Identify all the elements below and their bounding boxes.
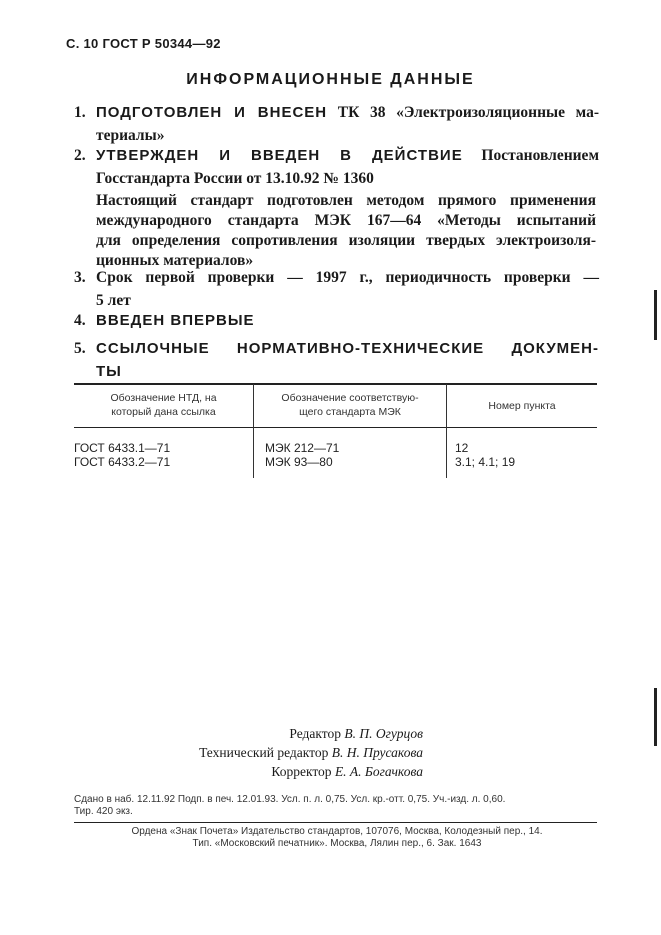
paragraph-line: ционных материалов»	[96, 252, 254, 269]
editor-name: В. П. Огурцов	[344, 726, 423, 741]
header-line: Обозначение НТД, на	[110, 392, 217, 404]
table-cell-iec: МЭК 93—80	[265, 455, 333, 469]
section-5-heading-cont: ТЫ	[96, 363, 122, 380]
header-line: который дана ссылка	[111, 406, 216, 418]
section-2-heading: УТВЕРЖДЕН И ВВЕДЕН В ДЕЙСТВИЕ	[96, 147, 463, 164]
section-3-number: 3.	[74, 269, 86, 286]
table-header-rule	[74, 427, 597, 428]
table-header-clause: Номер пункта	[488, 400, 556, 412]
credits	[199, 724, 423, 781]
paragraph-line: Настоящий стандарт подготовлен методом прямого применения	[96, 192, 596, 209]
table-top-rule	[74, 383, 597, 385]
paragraph-line: международного стандарта МЭК 167—64 «Методы испытаний	[96, 212, 596, 229]
section-1-heading: ПОДГОТОВЛЕН И ВНЕСЕН	[96, 104, 328, 121]
section-2-number: 2.	[74, 147, 86, 164]
section-1-text: ТК 38 «Электроизоляционные ма-	[337, 104, 599, 121]
section-5-line-1	[74, 337, 599, 360]
proofreader-name: Е. А. Богачкова	[334, 764, 423, 779]
table-cell-iec: МЭК 212—71	[265, 441, 340, 455]
tech-editor-label: Технический редактор	[199, 745, 329, 760]
page-title: ИНФОРМАЦИОННЫЕ ДАННЫЕ	[186, 71, 475, 88]
section-3-text: Срок первой проверки — 1997 г., периодичность проверки —	[96, 269, 599, 286]
table-cell-ntd: ГОСТ 6433.2—71	[74, 455, 171, 469]
section-2-paragraph	[96, 191, 596, 271]
section-5-number: 5.	[74, 340, 86, 357]
section-4-number: 4.	[74, 312, 86, 329]
section-4	[74, 309, 599, 332]
paragraph-line: для определения сопротивления изоляции твердых электроизоля-	[96, 232, 596, 249]
section-2	[74, 144, 599, 190]
section-5	[74, 337, 599, 383]
proofreader-label: Корректор	[271, 764, 332, 779]
print-info-line: Тир. 420 экз.	[74, 806, 133, 817]
table-cell-ntd: ГОСТ 6433.1—71	[74, 441, 171, 455]
scan-edge-mark	[654, 290, 657, 340]
section-4-heading: ВВЕДЕН ВПЕРВЫЕ	[96, 312, 255, 329]
section-3-line-1	[74, 266, 599, 289]
publisher-line: Тип. «Московский печатник». Москва, Лялин пер., 6. Зак. 1643	[192, 838, 482, 849]
section-2-line-2: Госстандарта России от 13.10.92 № 1360	[96, 170, 374, 187]
print-info-line: Сдано в наб. 12.11.92 Подп. в печ. 12.01.93. Усл. п. л. 0,75. Усл. кр.-отт. 0,75. Уч.-изд. л. 0,60.	[74, 794, 506, 805]
section-2-text: Постановлением	[481, 147, 599, 164]
table-header-ntd	[74, 391, 253, 419]
scan-edge-mark	[654, 688, 657, 746]
table-cell-clause: 3.1; 4.1; 19	[455, 455, 516, 469]
table-cell-clause: 12	[455, 441, 469, 455]
section-2-line-1	[74, 144, 599, 167]
header-line: щего стандарта МЭК	[299, 406, 401, 418]
imprint-divider	[74, 822, 597, 823]
table-header-iec	[254, 391, 446, 419]
page-header: С. 10 ГОСТ Р 50344—92	[66, 36, 221, 51]
section-1-line-1	[74, 101, 599, 124]
publisher-info	[74, 826, 600, 850]
section-1-number: 1.	[74, 104, 86, 121]
section-1	[74, 101, 599, 147]
header-line: Обозначение соответствую-	[281, 392, 419, 404]
print-info	[74, 794, 600, 818]
publisher-line: Ордена «Знак Почета» Издательство стандартов, 107076, Москва, Колодезный пер., 14.	[131, 826, 543, 837]
tech-editor-name: В. Н. Прусакова	[331, 745, 423, 760]
section-3	[74, 266, 599, 312]
section-5-heading: ССЫЛОЧНЫЕ НОРМАТИВНО-ТЕХНИЧЕСКИЕ ДОКУМЕН-	[96, 340, 599, 357]
section-3-line-2: 5 лет	[96, 292, 131, 309]
editor-label: Редактор	[289, 726, 342, 741]
section-1-line-2: териалы»	[96, 127, 165, 144]
